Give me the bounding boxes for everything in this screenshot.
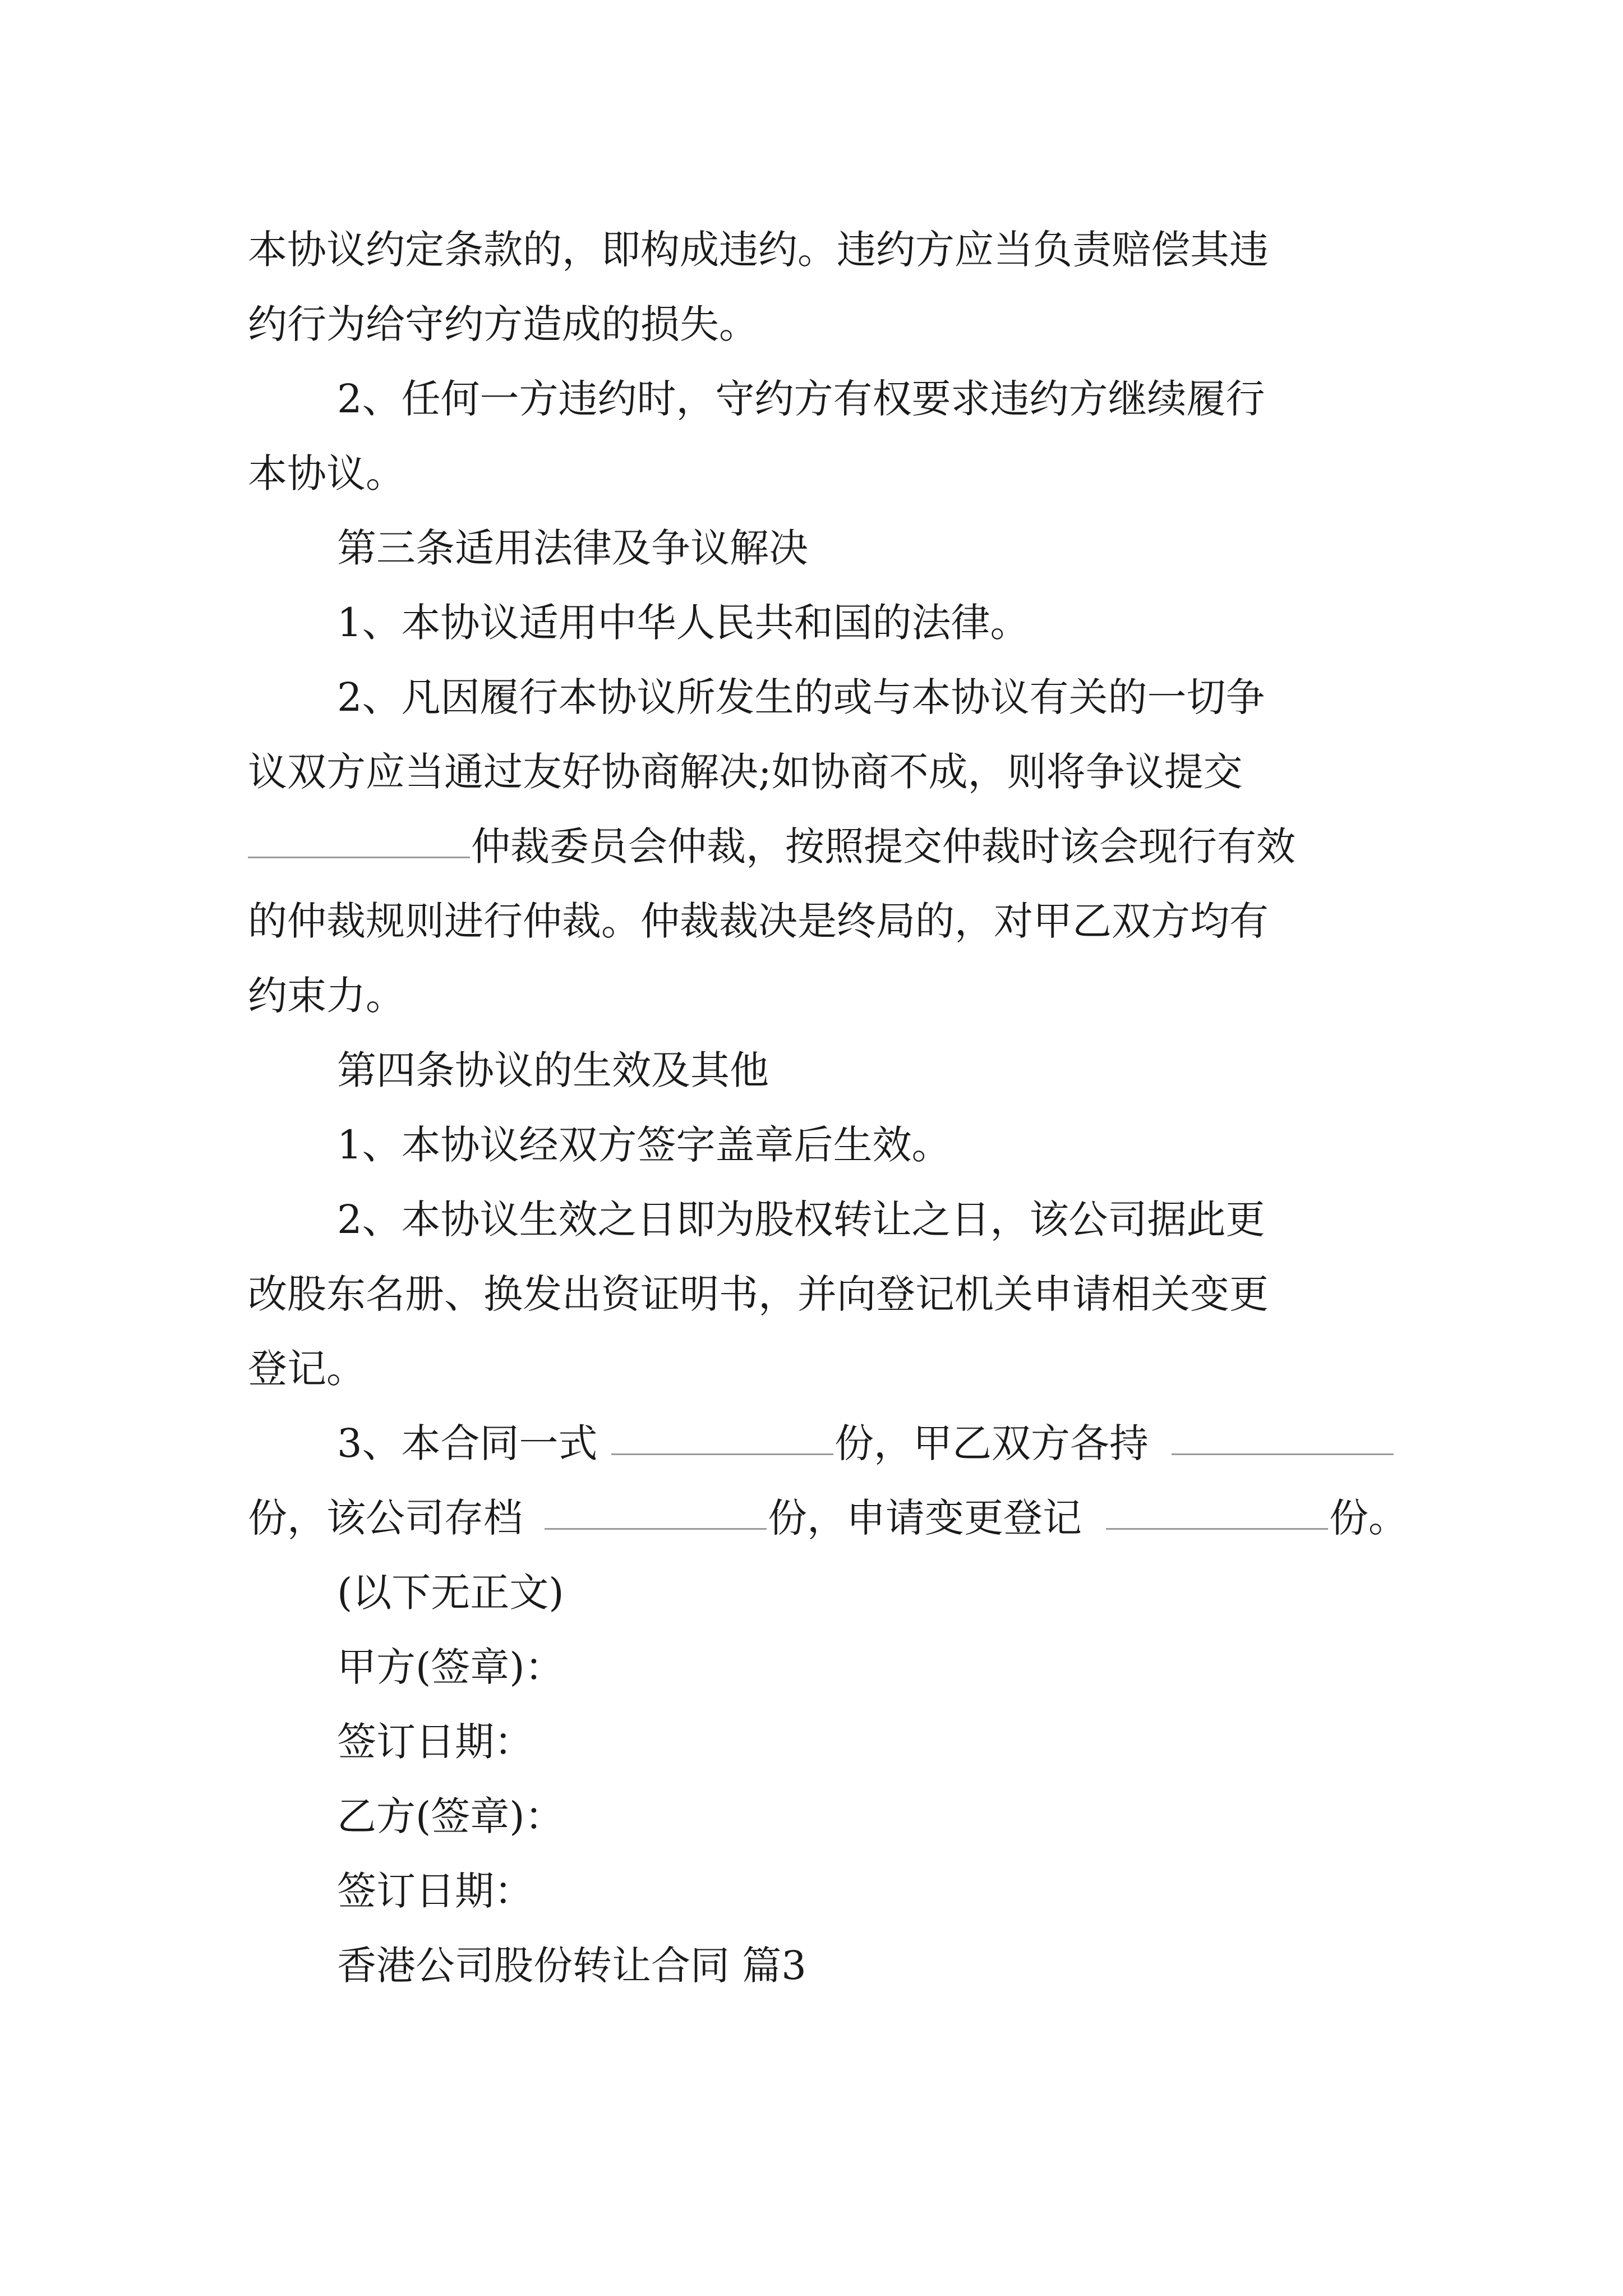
text-line	[0, 1490, 1623, 1546]
text-run: (以下无正文)	[337, 1570, 564, 1616]
text-run: 本协议。	[248, 450, 405, 496]
text-line	[0, 744, 1623, 800]
text-line	[0, 296, 1623, 352]
text-run: 份，甲乙双方各持	[834, 1420, 1149, 1466]
signature-label-party-a	[0, 1639, 1623, 1695]
text-run: 约行为给守约方造成的损失。	[248, 301, 758, 347]
text-run: 的仲裁规则进行仲裁。仲裁裁决是终局的，对甲乙双方均有	[248, 898, 1269, 944]
text-run: 3、本合同一式	[337, 1420, 598, 1466]
text-line	[0, 222, 1623, 278]
text-run: 份，该公司存档	[248, 1495, 523, 1541]
text-run: 第四条协议的生效及其他	[337, 1047, 769, 1093]
signature-label-party-b	[0, 1788, 1623, 1844]
section-title	[0, 1938, 1623, 1994]
text-run: 乙方(签章)：	[337, 1793, 564, 1839]
text-run: 约束力。	[248, 973, 405, 1019]
text-line	[0, 1415, 1623, 1471]
text-run: 本协议约定条款的，即构成违约。违约方应当负责赔偿其违	[248, 227, 1269, 273]
text-run: 议双方应当通过友好协商解决;如协商不成，则将争议提交	[248, 749, 1243, 795]
text-run: 2、任何一方违约时，守约方有权要求违约方继续履行	[337, 376, 1265, 422]
text-line	[0, 1565, 1623, 1621]
section-heading	[0, 520, 1623, 576]
text-run: 份。	[1329, 1495, 1408, 1541]
text-line	[0, 669, 1623, 725]
text-run: 签订日期：	[337, 1719, 533, 1765]
text-line	[0, 1117, 1623, 1173]
text-line	[0, 445, 1623, 501]
text-run: 2、凡因履行本协议所发生的或与本协议有关的一切争	[337, 674, 1265, 720]
text-run: 份，申请变更登记	[768, 1495, 1082, 1541]
fill-blank	[611, 1421, 833, 1455]
text-run: 签订日期：	[337, 1868, 533, 1914]
text-line	[0, 371, 1623, 427]
text-line	[0, 1266, 1623, 1322]
text-run: 香港公司股份转让合同 篇3	[337, 1943, 806, 1989]
signing-date-label	[0, 1714, 1623, 1770]
text-line	[0, 1191, 1623, 1248]
text-run: 甲方(签章)：	[337, 1644, 564, 1690]
text-line	[0, 818, 1623, 875]
text-run: 第三条适用法律及争议解决	[337, 525, 808, 571]
text-line	[0, 1341, 1623, 1397]
text-run: 1、本协议经双方签字盖章后生效。	[337, 1122, 951, 1168]
text-line	[0, 595, 1623, 651]
fill-blank	[248, 824, 470, 858]
text-run: 2、本协议生效之日即为股权转让之日，该公司据此更	[337, 1197, 1265, 1243]
text-line	[0, 968, 1623, 1024]
text-run: 仲裁委员会仲裁，按照提交仲裁时该会现行有效	[471, 823, 1295, 869]
text-run: 登记。	[248, 1346, 366, 1392]
signing-date-label	[0, 1863, 1623, 1919]
text-line	[0, 893, 1623, 949]
section-heading	[0, 1042, 1623, 1098]
fill-blank	[1106, 1496, 1328, 1530]
text-run: 改股东名册、换发出资证明书，并向登记机关申请相关变更	[248, 1271, 1269, 1317]
text-run: 1、本协议适用中华人民共和国的法律。	[337, 600, 1030, 646]
fill-blank	[1172, 1421, 1394, 1455]
fill-blank	[545, 1496, 767, 1530]
